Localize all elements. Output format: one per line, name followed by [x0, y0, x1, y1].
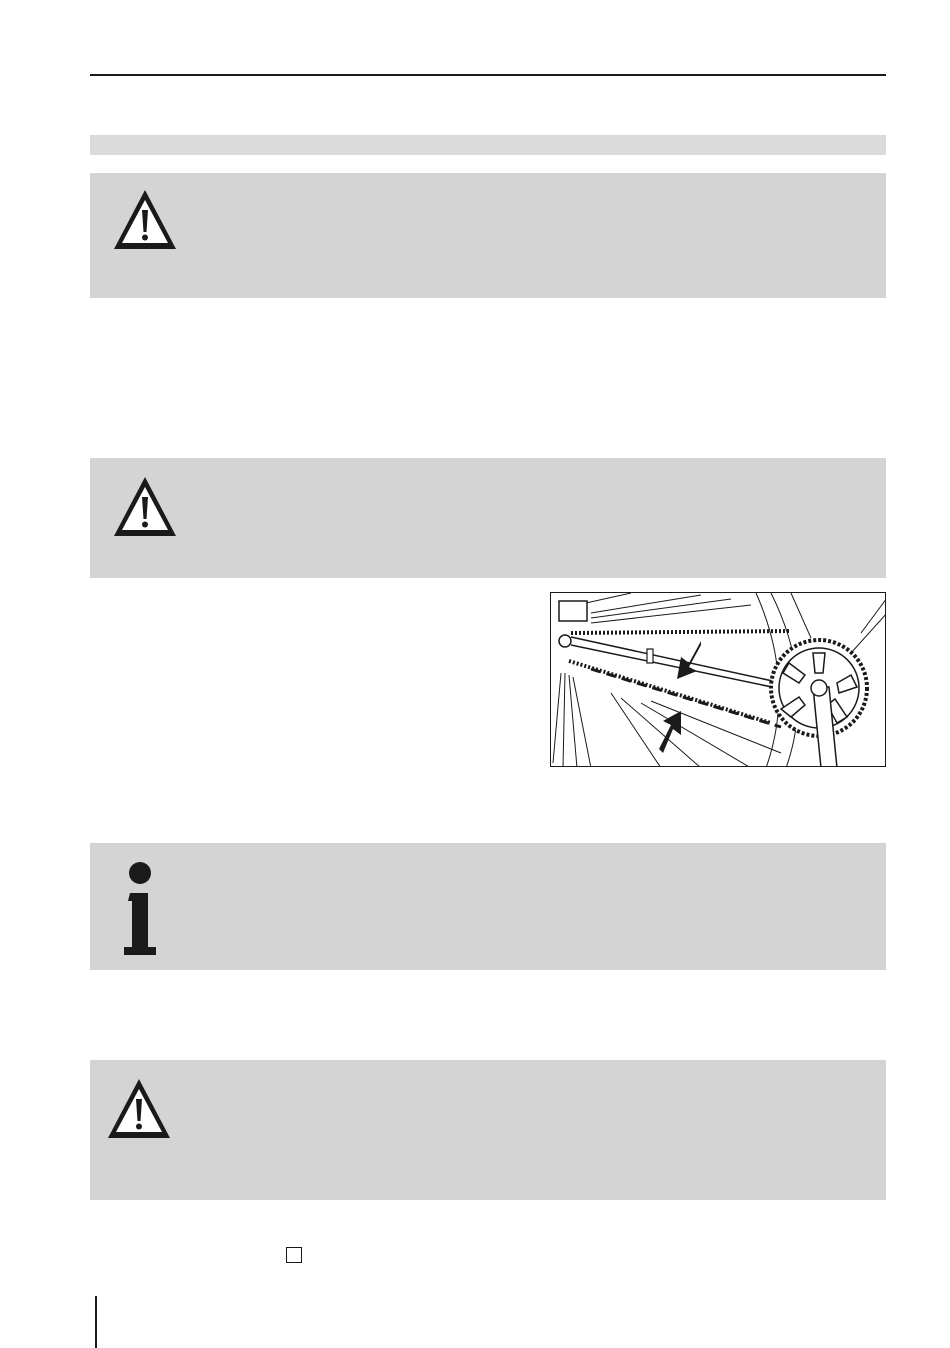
- warning-triangle-icon: [110, 185, 180, 255]
- header-rule: [90, 74, 886, 76]
- warning-box-2: [90, 458, 886, 578]
- bicycle-chain-figure: [550, 592, 886, 767]
- section-heading-bar: [90, 135, 886, 155]
- info-box: [90, 843, 886, 970]
- chain-tension-diagram: [551, 593, 886, 767]
- checkbox-icon[interactable]: [286, 1247, 302, 1263]
- page-margin-rule: [95, 1296, 97, 1348]
- info-icon: [120, 859, 160, 959]
- warning-triangle-icon: [104, 1074, 174, 1144]
- warning-triangle-icon: [110, 472, 180, 542]
- warning-box-3: [90, 1060, 886, 1200]
- warning-box-1: [90, 173, 886, 298]
